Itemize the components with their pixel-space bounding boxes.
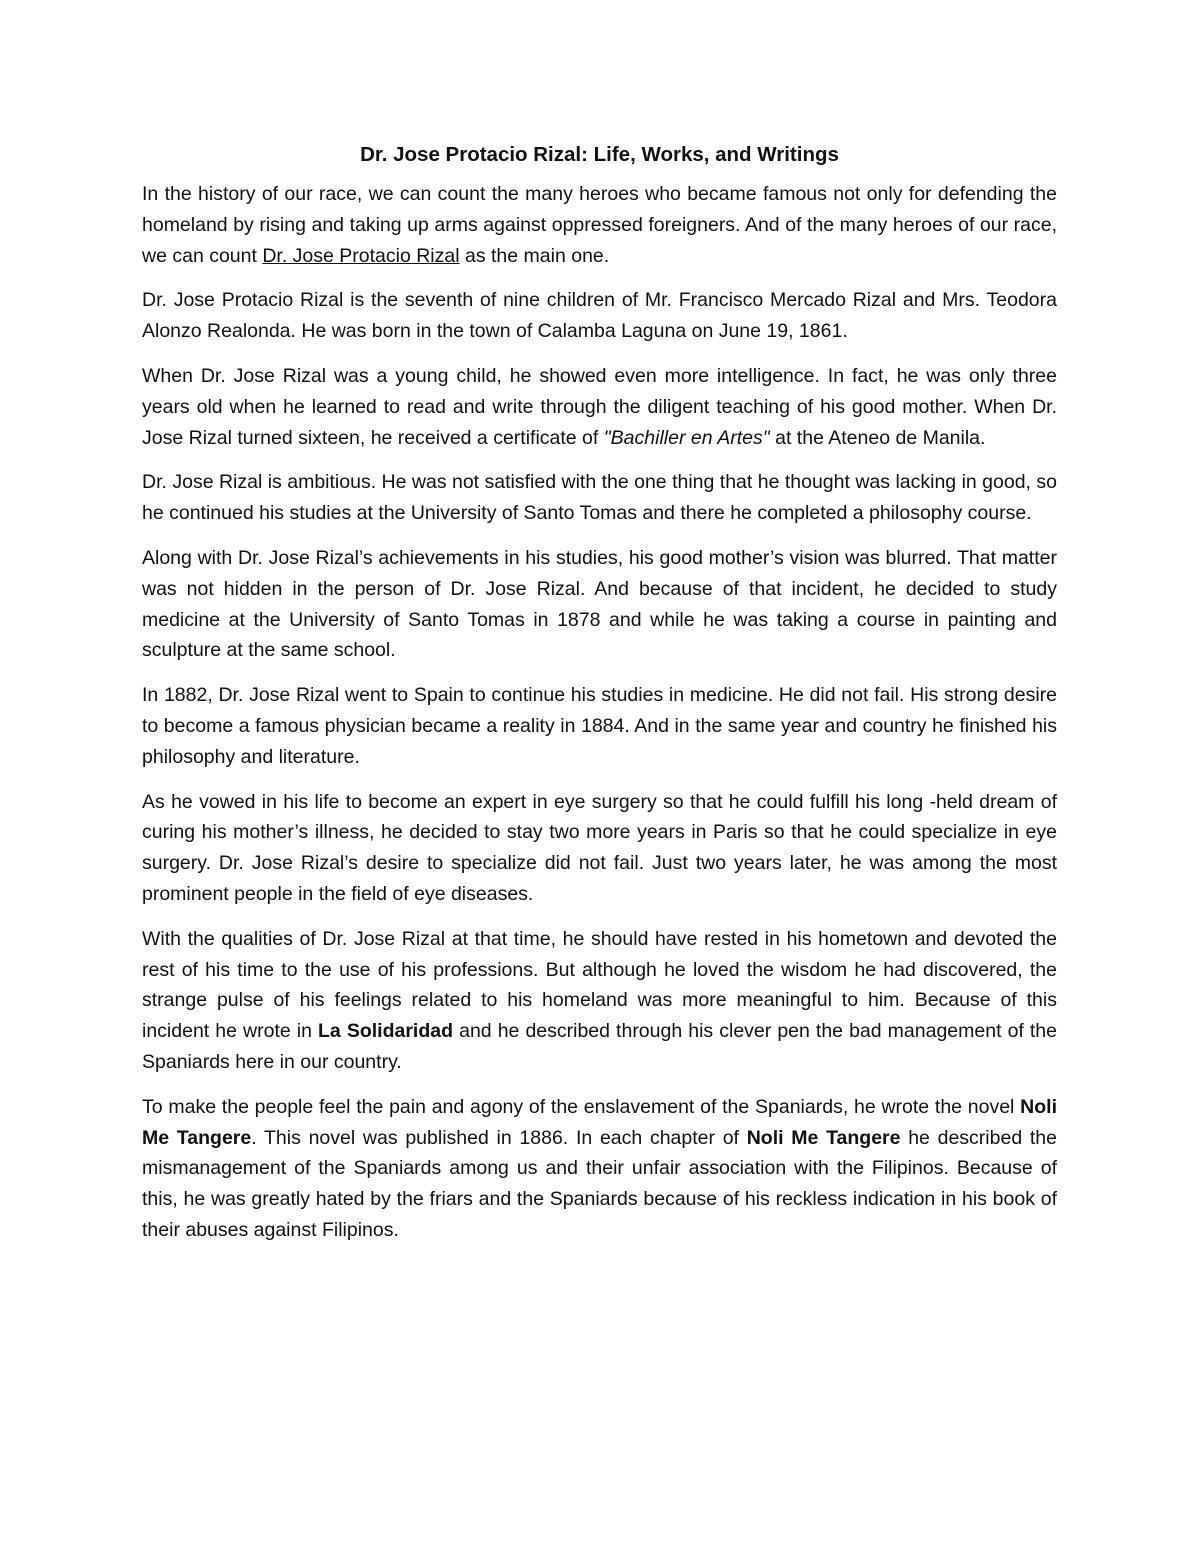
paragraph-7: As he vowed in his life to become an expert in eye surgery so that he could fulfill his long -held dream of curing his mother’s illness, he decided to stay two more years in Paris so that he could specialize in eye surgery. Dr. Jose Rizal’s desire to specialize did not fail. Just two years later, he was among the most prominent people in the field of eye diseases. bbox=[142, 790, 1057, 905]
paragraph-8 bbox=[142, 924, 1057, 1078]
paragraph-9-text-b: . This novel was published in 1886. In each chapter of bbox=[251, 1126, 747, 1149]
document-title: Dr. Jose Protacio Rizal: Life, Works, and Writings bbox=[360, 143, 839, 166]
paragraph-9-text-c: he described the mismanagement of the Spaniards among us and their unfair association with the Filipinos. Because of this, he was greatly hated by the friars and the Spaniards because of his reckless indication in his book of their abuses against Filipinos. bbox=[142, 1126, 1058, 1241]
document-page bbox=[142, 140, 1057, 1260]
paragraph-4: Dr. Jose Rizal is ambitious. He was not satisfied with the one thing that he thought was lacking in good, so he continued his studies at the University of Santo Tomas and there he completed a philosophy course. bbox=[142, 471, 1057, 525]
paragraph-6: In 1882, Dr. Jose Rizal went to Spain to continue his studies in medicine. He did not fail. His strong desire to become a famous physician became a reality in 1884. And in the same year and country he finished his philosophy and literature. bbox=[142, 684, 1057, 768]
paragraph-1-text-a: In the history of our race, we can count the many heroes who became famous not only for defending the homeland by rising and taking up arms against oppressed foreigners. And of the many heroes of our race, we can count bbox=[142, 183, 1057, 267]
paragraph-9-text-a: To make the people feel the pain and agony of the enslavement of the Spaniards, he wrote the novel bbox=[142, 1095, 1021, 1118]
noli-me-tangere-bold-2: Noli Me Tangere bbox=[746, 1126, 901, 1149]
paragraph-8-text-a: With the qualities of Dr. Jose Rizal at that time, he should have rested in his hometown and devoted the rest of his time to the use of his professions. But although he loved the wisdom he had discovered, the strange pulse of his feelings related to his homeland was more meaningful to him. Because of this incident he wrote in bbox=[142, 927, 1057, 1043]
paragraph-1-text-b: as the main one. bbox=[459, 244, 610, 267]
paragraph-3-text-b: at the Ateneo de Manila. bbox=[769, 426, 986, 449]
paragraph-5: Along with Dr. Jose Rizal’s achievements in his studies, his good mother’s vision was blurred. That matter was not hidden in the person of Dr. Jose Rizal. And because of that incident, he decided to study medicine at the University of Santo Tomas in 1878 and while he was taking a course in painting and sculpture at the same school. bbox=[142, 546, 1057, 662]
bachiller-en-artes-italic: "Bachiller en Artes" bbox=[603, 426, 770, 449]
paragraph-1 bbox=[142, 179, 1057, 271]
noli-me-tangere-bold-1: Noli Me Tangere bbox=[142, 1095, 1057, 1149]
paragraph-9 bbox=[142, 1092, 1057, 1246]
la-solidaridad-bold: La Solidaridad bbox=[318, 1020, 454, 1043]
rizal-underlined-name: Dr. Jose Protacio Rizal bbox=[262, 244, 460, 267]
paragraph-2: Dr. Jose Protacio Rizal is the seventh of nine children of Mr. Francisco Mercado Rizal and Mrs. Teodora Alonzo Realonda. He was born in the town of Calamba Laguna on June 19, 1861. bbox=[142, 289, 1057, 343]
paragraph-3 bbox=[142, 361, 1057, 453]
paragraph-8-text-b: and he described through his clever pen the bad management of the Spaniards here in our country. bbox=[142, 1020, 1057, 1073]
paragraph-3-text-a: When Dr. Jose Rizal was a young child, he showed even more intelligence. In fact, he was only three years old when he learned to read and write through the diligent teaching of his good mother. When Dr. Jose Rizal turned sixteen, he received a certificate of bbox=[142, 364, 1057, 449]
